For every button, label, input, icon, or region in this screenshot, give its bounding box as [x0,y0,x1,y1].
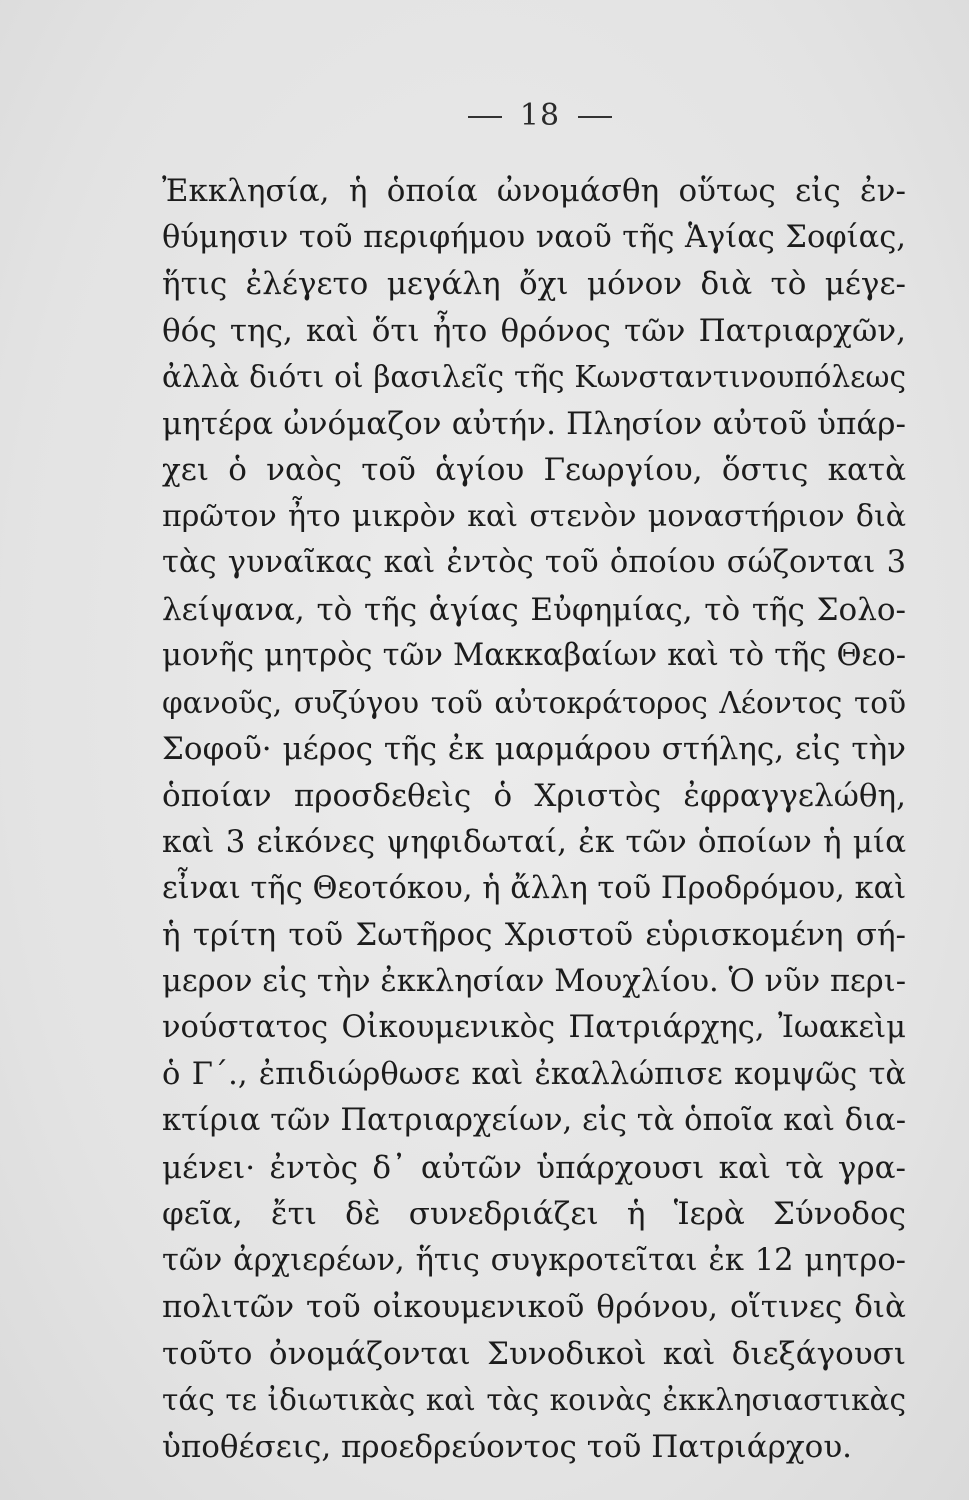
text-line: τῶν ἀρχιερέων, ἥτις συγκροτεῖται ἐκ 12 μητρο- [162,1242,906,1278]
page-number [0,98,969,133]
text-line-last: ὑποθέσεις, προεδρεύοντος τοῦ Πατριάρχου. [162,1428,853,1465]
text-line: θύμησιν τοῦ περιφήμου ναοῦ τῆς Ἁγίας Σοφίας, [162,219,906,255]
text-line: κτίρια τῶν Πατριαρχείων, εἰς τὰ ὁποῖα καὶ δια- [162,1103,906,1138]
text-line: μένει· ἐντὸς δ᾽ αὐτῶν ὑπάρχουσι καὶ τὰ γρα- [162,1149,906,1186]
text-line: τοῦτο ὀνομάζονται Συνοδικοὶ καὶ διεξάγουσι [162,1335,906,1372]
page-number-dash-right [578,116,612,118]
text-line: ὁποίαν προσδεθεὶς ὁ Χριστὸς ἐφραγγελώθη, [162,777,906,814]
text-line: πρῶτον ἦτο μικρὸν καὶ στενὸν μοναστήριον διὰ [162,498,906,534]
text-line: εἶναι τῆς Θεοτόκου, ἡ ἄλλη τοῦ Προδρόμου, καὶ [162,870,906,906]
text-line: τάς τε ἰδιωτικὰς καὶ τὰς κοινὰς ἐκκλησιαστικὰς [162,1383,906,1417]
text-line: Ἐκκλησία, ἡ ὁποία ὠνομάσθη οὕτως εἰς ἐν- [162,173,906,209]
text-line: θός της, καὶ ὅτι ἦτο θρόνος τῶν Πατριαρχῶν, [162,312,906,349]
text-line: ὁ Γ΄., ἐπιδιώρθωσε καὶ ἐκαλλώπισε κομψῶς τὰ [162,1056,906,1092]
text-line: φεῖα, ἔτι δὲ συνεδριάζει ἡ Ἱερὰ Σύνοδος [162,1196,906,1232]
text-line: μερον εἰς τὴν ἐκκλησίαν Μουχλίου. Ὁ νῦν περι- [162,963,906,999]
text-line: λείψανα, τὸ τῆς ἁγίας Εὐφημίας, τὸ τῆς Σολο- [162,591,906,628]
text-line: χει ὁ ναὸς τοῦ ἁγίου Γεωργίου, ὅστις κατὰ [162,452,906,488]
text-line: πολιτῶν τοῦ οἰκουμενικοῦ θρόνου, οἵτινες διὰ [162,1289,906,1325]
body-text [162,168,906,1470]
page-number-dash-left [468,116,502,118]
text-line: Σοφοῦ· μέρος τῆς ἐκ μαρμάρου στήλης, εἰς τὴν [162,731,906,767]
text-line: τὰς γυναῖκας καὶ ἐντὸς τοῦ ὁποίου σώζονται 3 [162,545,906,580]
text-line: ἀλλὰ διότι οἱ βασιλεῖς τῆς Κωνσταντινουπόλεως [162,360,906,394]
page-number-text: 18 [519,98,561,133]
text-line: καὶ 3 εἰκόνες ψηφιδωταί, ἐκ τῶν ὁποίων ἡ μία [162,824,906,860]
text-line: ἥτις ἐλέγετο μεγάλη ὄχι μόνον διὰ τὸ μέγε- [162,266,906,302]
text-line: ἡ τρίτη τοῦ Σωτῆρος Χριστοῦ εὑρισκομένη σή- [162,917,906,953]
text-line: νούστατος Οἰκουμενικὸς Πατριάρχης, Ἰωακεὶμ [162,1010,906,1045]
text-line: μονῆς μητρὸς τῶν Μακκαβαίων καὶ τὸ τῆς Θεο- [162,638,906,673]
text-line: φανοῦς, συζύγου τοῦ αὐτοκράτορος Λέοντος τοῦ [162,685,906,720]
text-line: μητέρα ὠνόμαζον αὐτήν. Πλησίον αὐτοῦ ὑπάρ- [162,405,906,442]
